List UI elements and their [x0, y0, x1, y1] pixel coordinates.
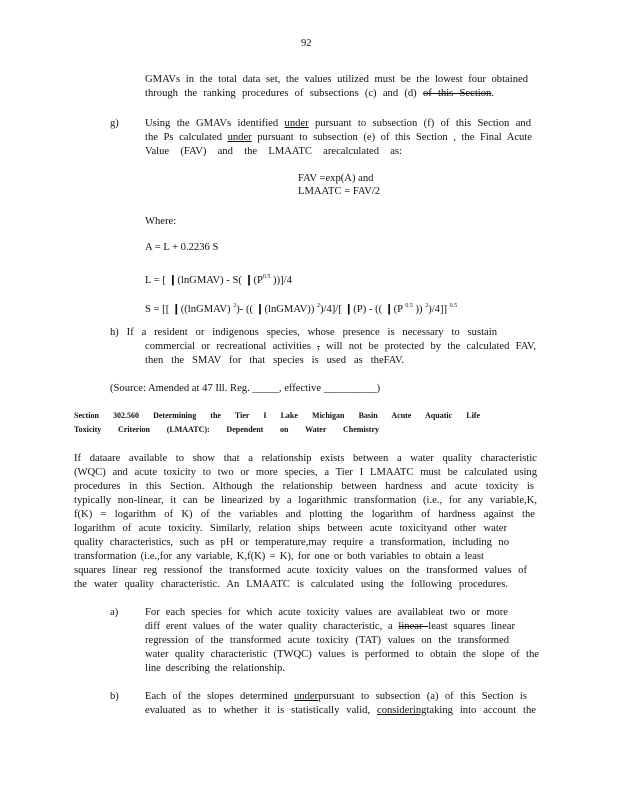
body-line-6: logarithm of acute toxicity. Similarly, relation ships between acute toxicityand other water	[74, 523, 507, 534]
item-g-marker: g)	[110, 118, 119, 129]
underlined-text: under	[294, 691, 319, 702]
body-line-5: f(K) = logarithm of K) of the variables and plotting the logarithm of hardness against the	[74, 509, 535, 520]
item-b-line-1: Each of the slopes determined underpursuant to subsection (a) of this Section is	[145, 691, 527, 702]
top-para-line-1: GMAVs in the total data set, the values utilized must be the lowest four obtained	[145, 74, 528, 85]
item-a-line-1: For each species for which acute toxicity values are availableat two or more	[145, 607, 508, 618]
page-number: 92	[301, 38, 312, 49]
item-g-line-1: Using the GMAVs identified under pursuant to subsection (f) of this Section and	[145, 118, 531, 129]
top-para-line-2: through the ranking procedures of subsections (c) and (d) of this Section.	[145, 88, 494, 99]
item-g-line-3: Value (FAV) and the LMAATC arecalculated as:	[145, 146, 402, 157]
equation-a: A = L + 0.2236 S	[145, 242, 219, 253]
item-h-line-2: commercial or recreational activities , will not be protected by the calculated FAV,	[145, 341, 536, 352]
underlined-text: under	[284, 118, 309, 129]
item-a-line-5: line describing the relationship.	[145, 663, 285, 674]
item-a-line-3: regression of the transformed acute toxicity (TAT) values on the transformed	[145, 635, 509, 646]
section-heading-line-1: Section 302.560 Determining the Tier I Lake Michigan Basin Acute Aquatic Life	[74, 411, 480, 420]
body-line-7: quality characteristics, such as pH or temperature,may require a transformation, including no	[74, 537, 509, 548]
item-b-line-2: evaluated as to whether it is statistically valid, consideringtaking into account the	[145, 705, 536, 716]
body-line-1: If dataare available to show that a relationship exists between a water quality characteristic	[74, 453, 537, 464]
item-g-line-2: the Ps calculated under pursuant to subsection (e) of this Section , the Final Acute	[145, 132, 532, 143]
body-line-2: (WQC) and acute toxicity to two or more species, a Tier I LMAATC must be calculated using	[74, 467, 537, 478]
body-line-4: typically non-linear, it can be linearized by a logarithmic transformation (i.e., for any variable,K,	[74, 495, 537, 506]
body-line-10: the water quality characteristic. An LMAATC is calculated using the following procedures.	[74, 579, 508, 590]
underlined-text: under	[227, 132, 252, 143]
struck-text: ,	[317, 341, 320, 352]
body-line-8: transformation (i.e.,for any variable, K,f(K) = K), for one or both variables to obtain a least	[74, 551, 484, 562]
item-a-line-4: water quality characteristic (TWQC) values is performed to obtain the slope of the	[145, 649, 539, 660]
equation-l: L = [ ❙(lnGMAV) - S( $❙(P^{0.5}$ ))]/4	[145, 274, 292, 286]
body-line-9: squares linear reg ressionof the transformed acute toxicity values on the transformed values of	[74, 565, 527, 576]
item-h-line-1: h) If a resident or indigenous species, whose presence is necessary to sustain	[110, 327, 497, 338]
item-b-marker: b)	[110, 691, 119, 702]
equation-fav: FAV =exp(A) and	[298, 173, 374, 184]
struck-text: of this Section	[422, 88, 492, 99]
equation-lmaatc: LMAATC = FAV/2	[298, 186, 381, 197]
underlined-text: considering	[377, 705, 427, 716]
equation-s: S = [[ ❙((lnGMAV) $^2$)- (( ❙(lnGMAV)) $^2$)/4]/[ ❙(P) - (( ❙(P $^{0.5}$ )) $^2$)/4]] $^{0.5}$	[145, 303, 458, 315]
item-a-line-2: diff erent values of the water quality characteristic, a linear least squares linear	[145, 621, 516, 632]
body-line-3: procedures in this Section. Although the relationship between hardness and acute toxicity is	[74, 481, 534, 492]
where-label: Where:	[145, 216, 177, 227]
struck-text: linear	[398, 621, 429, 632]
section-heading-line-2: Toxicity Criterion (LMAATC): Dependent on Water Chemistry	[74, 425, 379, 434]
item-h-line-3: then the SMAV for that species is used as theFAV.	[145, 355, 404, 366]
source-note: (Source: Amended at 47 Ill. Reg. _____, effective __________)	[110, 383, 381, 394]
item-a-marker: a)	[110, 607, 119, 618]
